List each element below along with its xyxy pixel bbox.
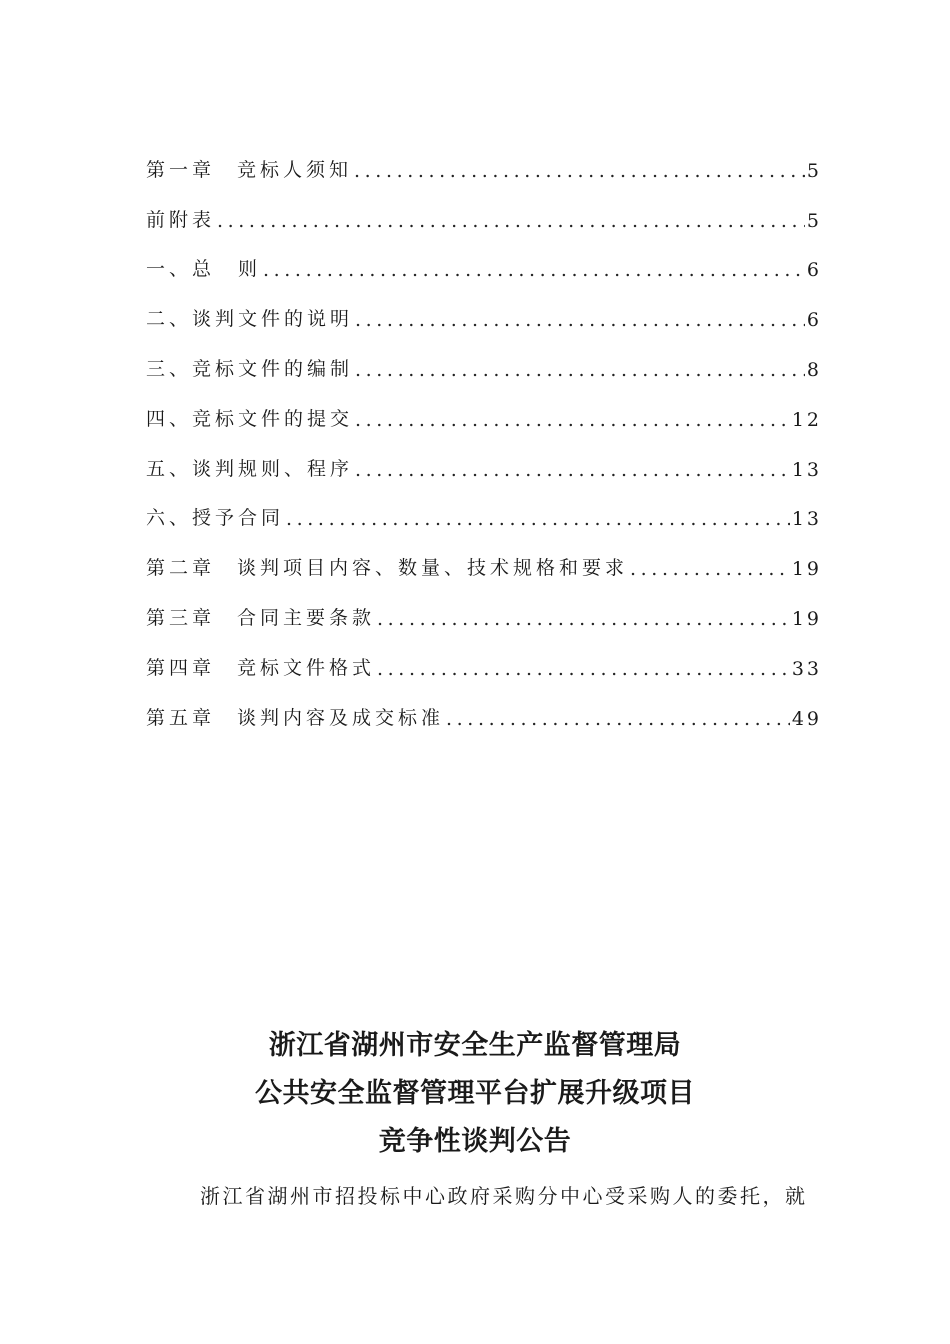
toc-entry-title: 二、谈判文件的说明	[146, 308, 354, 331]
table-of-contents	[146, 132, 822, 730]
toc-page-number: 6	[806, 309, 822, 332]
announcement-title	[0, 1022, 950, 1166]
toc-entry-title: 谈判项目内容、数量、技术规格和要求	[237, 557, 629, 580]
toc-entry-label	[146, 603, 375, 630]
toc-entry[interactable]	[146, 481, 822, 531]
toc-entry[interactable]	[146, 580, 822, 630]
toc-leader-dots	[355, 459, 790, 481]
toc-entry-label	[146, 653, 375, 680]
toc-entry[interactable]	[146, 182, 822, 232]
toc-leader-dots	[355, 409, 790, 431]
title-line-organization: 浙江省湖州市安全生产监督管理局	[268, 1030, 682, 1061]
toc-chapter-number: 第二章	[146, 557, 216, 580]
toc-entry[interactable]	[146, 431, 822, 481]
toc-entry[interactable]	[146, 232, 822, 282]
toc-page-number: 13	[791, 458, 822, 481]
toc-entry-label	[146, 553, 628, 580]
toc-chapter-number: 第四章	[146, 656, 216, 679]
toc-entry[interactable]	[146, 331, 822, 381]
toc-leader-dots	[446, 708, 790, 730]
toc-page-number: 6	[806, 259, 822, 282]
toc-entry-title: 竞标人须知	[237, 158, 353, 181]
toc-leader-dots	[354, 160, 805, 182]
toc-page-number: 33	[791, 657, 822, 680]
toc-page-number: 19	[791, 558, 822, 581]
announcement-intro-paragraph: 浙江省湖州市招投标中心政府采购分中心受采购人的委托，就	[200, 1184, 808, 1208]
toc-entry-title: 五、谈判规则、程序	[146, 457, 354, 480]
title-line-project: 公共安全监督管理平台扩展升级项目	[255, 1078, 695, 1109]
toc-entry-title: 前附表	[146, 208, 216, 231]
toc-chapter-number: 第五章	[146, 706, 216, 729]
toc-entry[interactable]	[146, 132, 822, 182]
toc-chapter-number: 第三章	[146, 606, 216, 629]
toc-entry-title: 六、授予合同	[146, 507, 285, 530]
toc-leader-dots	[377, 658, 790, 680]
toc-entry[interactable]	[146, 630, 822, 680]
toc-page-number: 5	[806, 159, 822, 182]
toc-leader-dots	[377, 608, 790, 630]
toc-page-number: 12	[791, 408, 822, 431]
toc-page-number: 13	[791, 508, 822, 531]
toc-page-number: 8	[806, 358, 822, 381]
toc-entry-label	[146, 155, 352, 182]
title-line-notice: 竞争性谈判公告	[378, 1126, 572, 1157]
toc-entry[interactable]	[146, 530, 822, 580]
toc-entry-title: 一、总 则	[146, 258, 262, 281]
toc-entry-title: 竞标文件格式	[237, 656, 376, 679]
toc-entry-label	[146, 703, 444, 730]
toc-chapter-number: 第一章	[146, 158, 216, 181]
toc-entry[interactable]	[146, 680, 822, 730]
toc-page-number: 49	[791, 707, 822, 730]
toc-entry-title: 谈判内容及成交标准	[237, 706, 445, 729]
toc-page-number: 19	[791, 607, 822, 630]
toc-leader-dots	[217, 210, 805, 232]
toc-leader-dots	[286, 508, 790, 530]
toc-entry-title: 四、竞标文件的提交	[146, 407, 354, 430]
toc-entry-title: 三、竞标文件的编制	[146, 357, 354, 380]
toc-entry[interactable]	[146, 381, 822, 431]
toc-page-number: 5	[806, 209, 822, 232]
toc-leader-dots	[355, 359, 805, 381]
toc-leader-dots	[355, 309, 805, 331]
toc-leader-dots	[263, 259, 805, 281]
toc-leader-dots	[630, 558, 790, 580]
toc-entry-title: 合同主要条款	[237, 606, 376, 629]
toc-entry[interactable]	[146, 281, 822, 331]
